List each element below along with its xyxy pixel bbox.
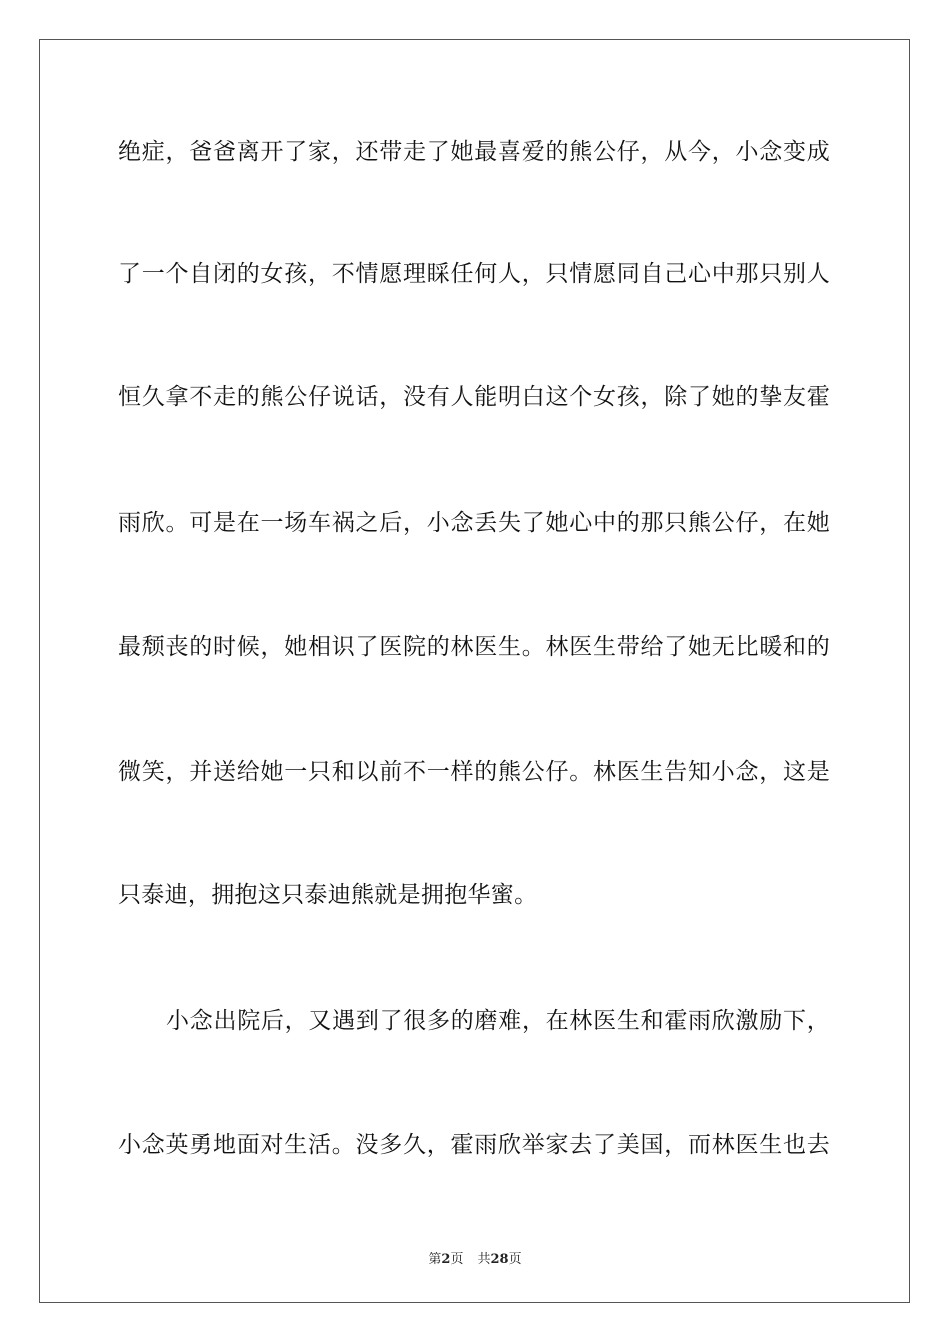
text-line-4: 雨欣。可是在一场车祸之后，小念丢失了她心中的那只熊公仔，在她 — [118, 510, 830, 536]
page-number: 2 — [441, 1252, 451, 1267]
text-line-9: 小念英勇地面对生活。没多久，霍雨欣举家去了美国，而林医生也去 — [118, 1132, 830, 1158]
text-line-7: 只泰迪，拥抱这只泰迪熊就是拥抱华蜜。 — [118, 882, 538, 908]
page-suffix: 页 — [450, 1252, 464, 1267]
total-prefix: 共 — [477, 1252, 491, 1267]
page-border — [39, 39, 910, 1303]
total-pages: 28 — [490, 1252, 509, 1267]
page-prefix: 第 — [428, 1252, 442, 1267]
text-line-3: 恒久拿不走的熊公仔说话，没有人能明白这个女孩，除了她的挚友霍 — [118, 384, 830, 410]
text-line-1: 绝症，爸爸离开了家，还带走了她最喜爱的熊公仔，从今，小念变成 — [118, 139, 830, 165]
text-line-5: 最颓丧的时候，她相识了医院的林医生。林医生带给了她无比暖和的 — [118, 634, 830, 660]
page-footer — [0, 1248, 950, 1267]
text-line-6: 微笑，并送给她一只和以前不一样的熊公仔。林医生告知小念，这是 — [118, 759, 830, 785]
total-suffix: 页 — [508, 1252, 522, 1267]
text-line-2: 了一个自闭的女孩，不情愿理睬任何人，只情愿同自己心中那只别人 — [118, 261, 830, 287]
paragraph-start-line: 小念出院后，又遇到了很多的磨难，在林医生和霍雨欣激励下， — [166, 1008, 830, 1034]
